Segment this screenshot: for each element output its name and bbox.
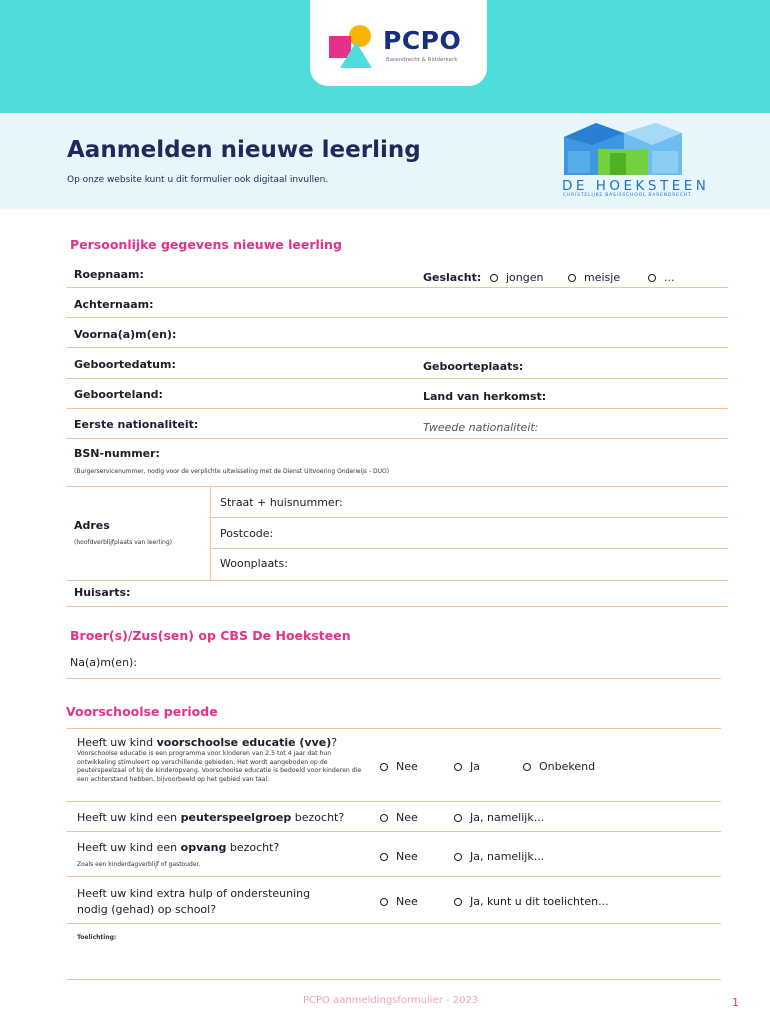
row-divider (66, 408, 728, 409)
gender-option-jongen[interactable]: jongen (490, 271, 543, 284)
row-divider (66, 580, 728, 581)
adres-divider (210, 487, 211, 581)
radio-circle-icon (523, 763, 531, 771)
row-divider (66, 347, 728, 348)
achternaam-label: Achternaam: (74, 298, 154, 311)
opvang-option-ja[interactable]: Ja, namelijk... (454, 850, 544, 863)
bsn-label: BSN-nummer: (74, 447, 160, 460)
namen-label: Na(a)m(en): (70, 656, 138, 669)
radio-circle-icon (490, 274, 498, 282)
radio-circle-icon (380, 898, 388, 906)
school-name: DE HOEKSTEEN (562, 178, 710, 194)
page-number: 1 (732, 996, 739, 1009)
row-divider (210, 548, 728, 549)
adres-note: (hoofdverblijfplaats van leerling) (74, 539, 172, 546)
page-title: Aanmelden nieuwe leerling (67, 137, 421, 163)
roepnaam-label: Roepnaam: (74, 268, 144, 281)
row-divider (66, 728, 721, 729)
peuterspeelgroep-option-nee[interactable]: Nee (380, 811, 418, 824)
row-divider (66, 287, 728, 288)
row-divider (66, 606, 728, 607)
row-divider (66, 438, 728, 439)
question-opvang: Heeft uw kind een opvang bezocht? (77, 841, 280, 854)
row-divider (66, 923, 721, 924)
gender-option-other[interactable]: ... (648, 271, 675, 284)
opvang-note: Zoals een kinderdagverblijf of gastouder. (77, 861, 201, 868)
toelichting-label: Toelichting: (77, 934, 117, 941)
vve-option-ja[interactable]: Ja (454, 760, 480, 773)
geboorteplaats-label: Geboorteplaats: (423, 360, 524, 373)
row-divider (66, 876, 721, 877)
voornamen-label: Voorna(a)m(en): (74, 328, 177, 341)
huisarts-label: Huisarts: (74, 586, 131, 599)
question-hulp-line2: nodig (gehad) op school? (77, 903, 217, 916)
question-peuterspeelgroep: Heeft uw kind een peuterspeelgroep bezocht? (77, 811, 345, 824)
geboorteland-label: Geboorteland: (74, 388, 163, 401)
row-divider (66, 378, 728, 379)
bsn-note: (Burgerservicenummer, nodig voor de verplichte uitwisseling met de Dienst Uitvoering Onderwijs - DUO) (74, 468, 390, 475)
radio-circle-icon (380, 763, 388, 771)
radio-circle-icon (454, 853, 462, 861)
adres-label: Adres (74, 519, 110, 532)
geboortedatum-label: Geboortedatum: (74, 358, 176, 371)
school-tagline: CHRISTELIJKE BASISSCHOOL BARENDRECHT (563, 193, 692, 198)
opvang-option-nee[interactable]: Nee (380, 850, 418, 863)
section-preschool-heading: Voorschoolse periode (66, 704, 218, 719)
row-divider (66, 801, 721, 802)
nationaliteit1-label: Eerste nationaliteit: (74, 418, 199, 431)
peuterspeelgroep-option-ja[interactable]: Ja, namelijk... (454, 811, 544, 824)
section-siblings-heading: Broer(s)/Zus(sen) op CBS De Hoeksteen (70, 628, 351, 643)
pcpo-logo (310, 0, 487, 86)
radio-circle-icon (454, 763, 462, 771)
row-divider (66, 317, 728, 318)
vve-option-nee[interactable]: Nee (380, 760, 418, 773)
radio-circle-icon (454, 814, 462, 822)
row-divider (66, 678, 721, 679)
question-hulp-line1: Heeft uw kind extra hulp of ondersteuning (77, 887, 311, 900)
hulp-option-nee[interactable]: Nee (380, 895, 418, 908)
straat-label: Straat + huisnummer: (220, 496, 343, 509)
vve-option-onbekend[interactable]: Onbekend (523, 760, 595, 773)
brand-subtitle: Barendrecht & Ridderkerk (386, 57, 458, 63)
section-personal-heading: Persoonlijke gegevens nieuwe leerling (70, 237, 342, 252)
woonplaats-label: Woonplaats: (220, 557, 288, 570)
row-divider (210, 517, 728, 518)
brand-name: PCPO (383, 26, 462, 55)
radio-circle-icon (454, 898, 462, 906)
vve-explanation: Voorschoolse educatie is een programma voor kinderen van 2,5 tot 4 jaar dat hun ontwikkeling stimuleert op verschillende gebieden. Het wordt aangeboden op de peuterspeelzaal of bij de kinderopvang. Voorschoolse educatie is bedoeld voor kinderen die een achterstand hebben, bijvoorbeeld op het gebied van taal. (77, 750, 362, 783)
nationaliteit2-label: Tweede nationaliteit: (423, 421, 539, 434)
pcpo-logo-mark (327, 22, 375, 70)
radio-circle-icon (648, 274, 656, 282)
row-divider (66, 831, 721, 832)
row-divider (66, 979, 721, 980)
postcode-label: Postcode: (220, 527, 274, 540)
gender-option-meisje[interactable]: meisje (568, 271, 620, 284)
radio-circle-icon (568, 274, 576, 282)
footer-text: PCPO aanmeldingsformulier - 2023 (303, 995, 479, 1006)
hulp-option-ja[interactable]: Ja, kunt u dit toelichten... (454, 895, 609, 908)
land-herkomst-label: Land van herkomst: (423, 390, 547, 403)
question-vve: Heeft uw kind voorschoolse educatie (vve)? (77, 736, 338, 749)
page-subtitle: Op onze website kunt u dit formulier ook digitaal invullen. (67, 175, 329, 185)
radio-circle-icon (380, 814, 388, 822)
radio-circle-icon (380, 853, 388, 861)
row-divider (66, 486, 728, 487)
geslacht-label: Geslacht: (423, 271, 482, 284)
